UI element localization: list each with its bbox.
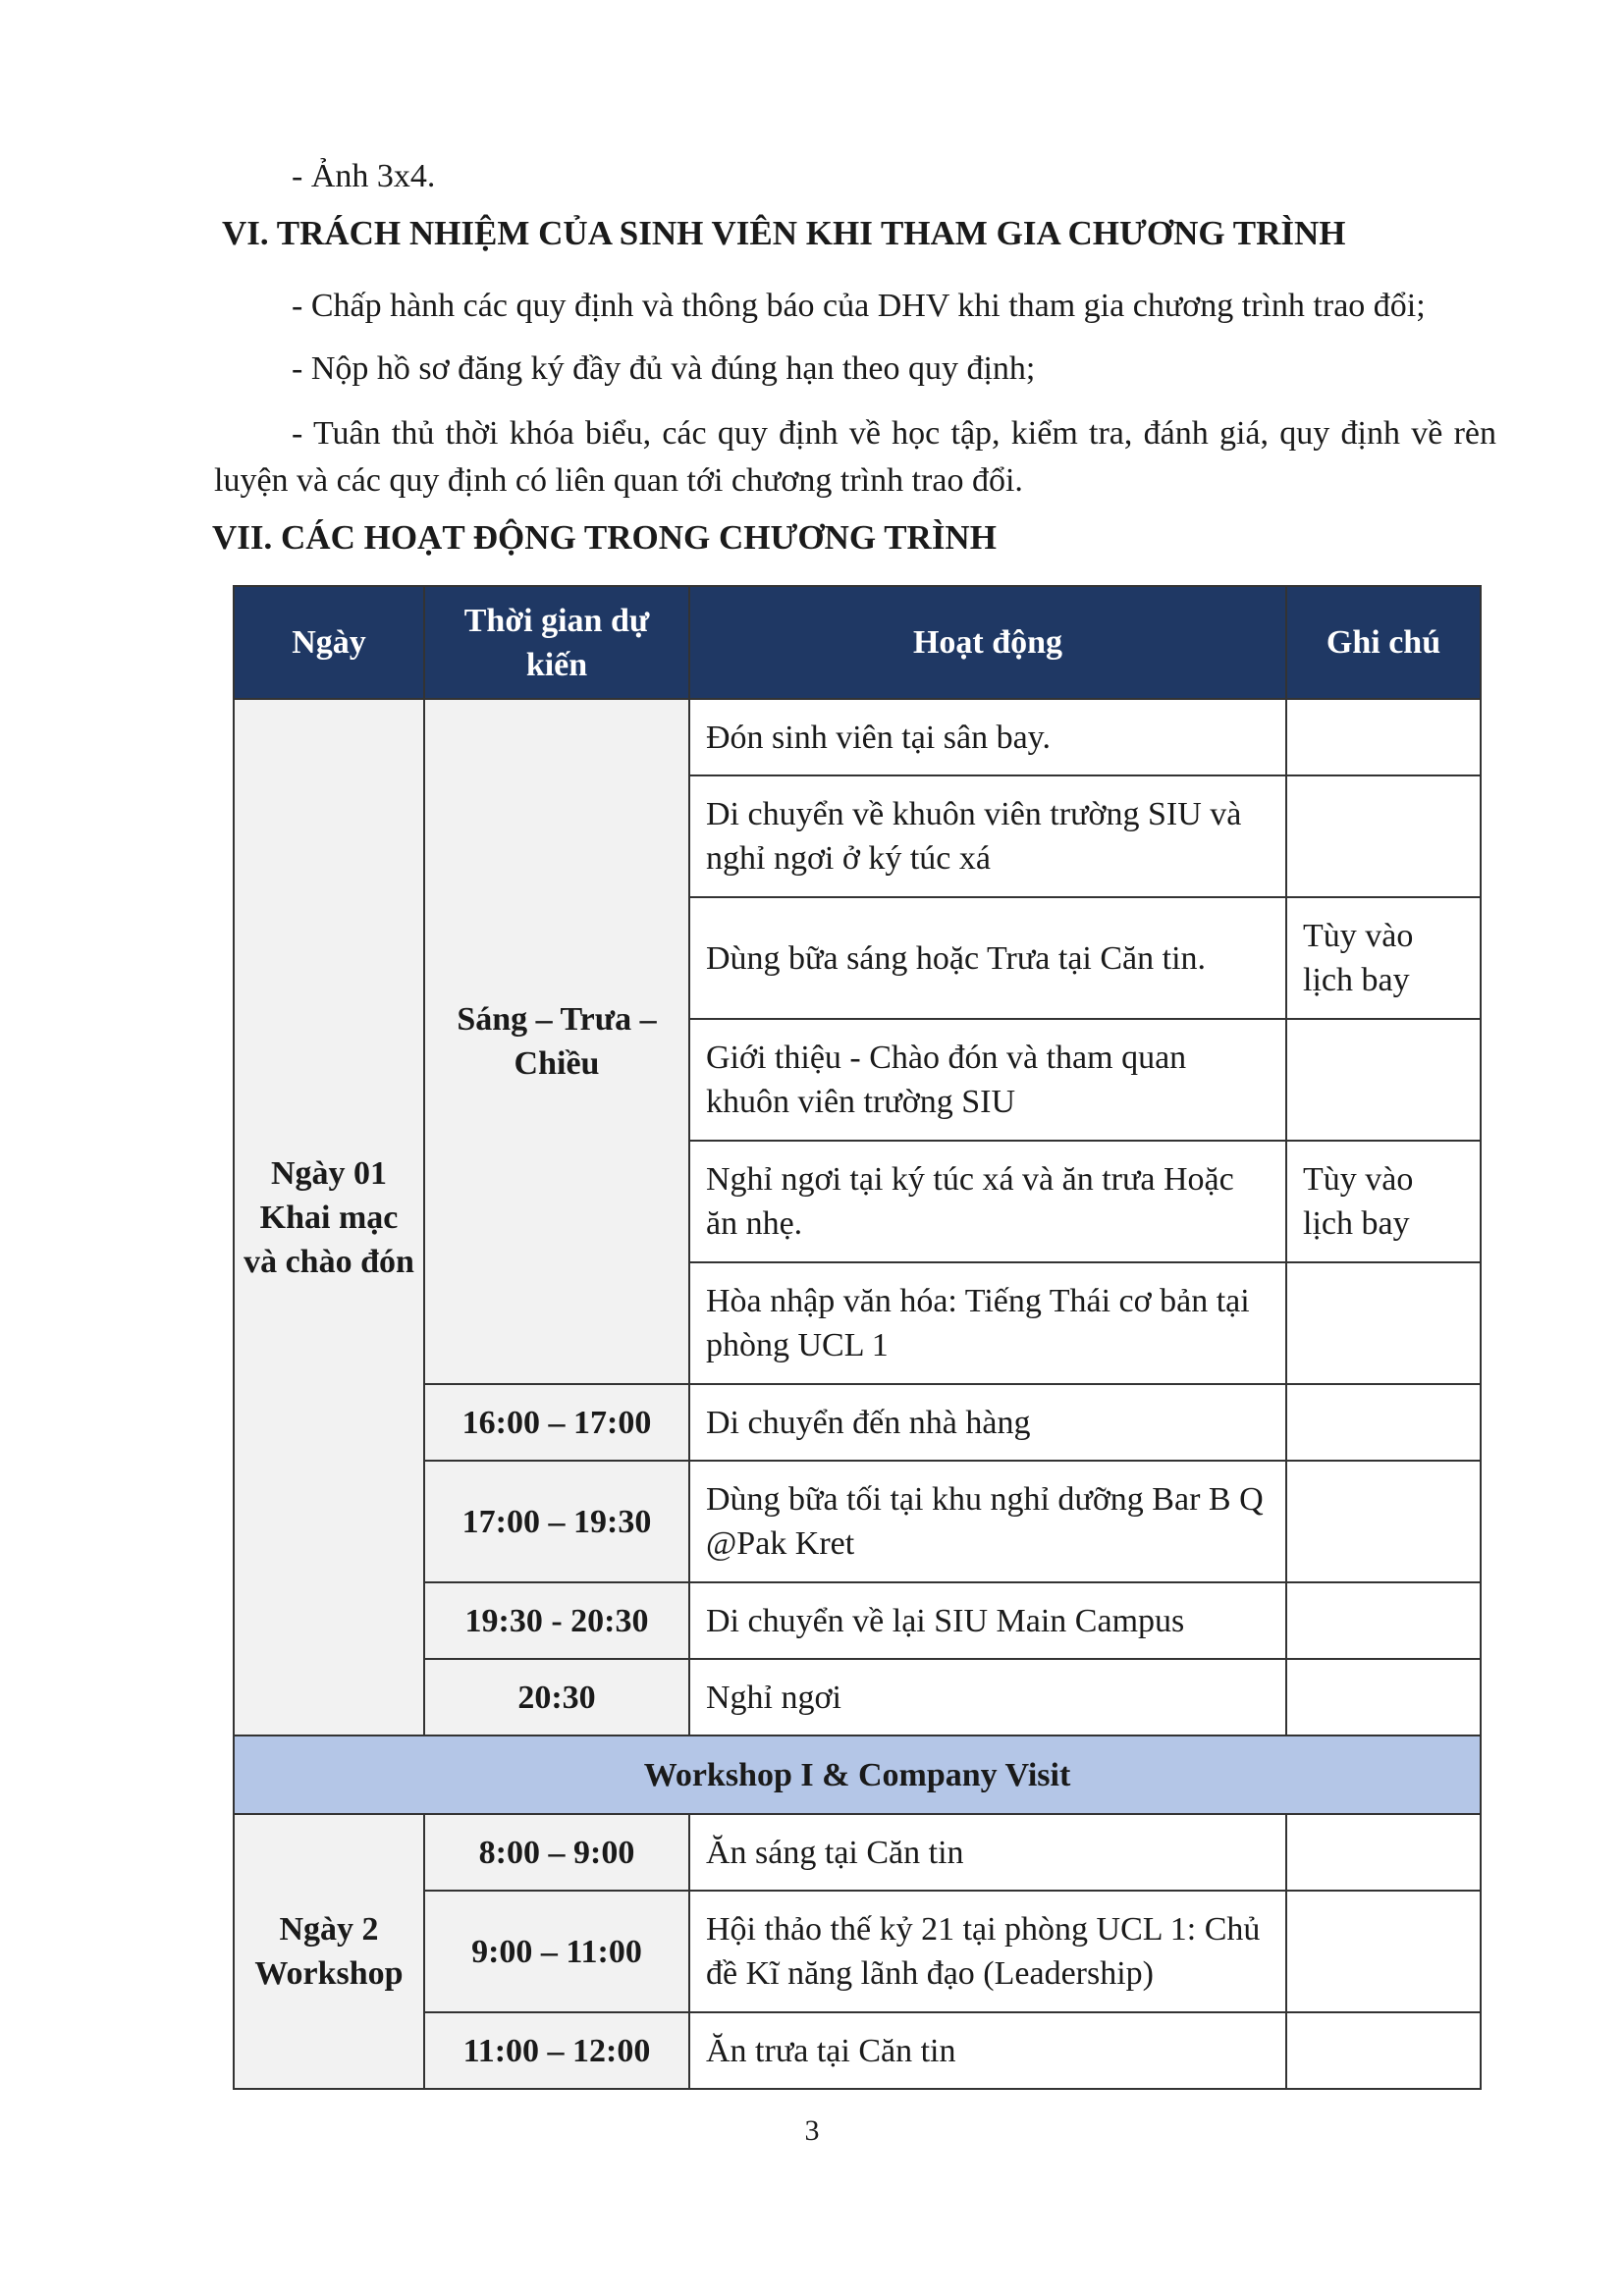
- activity-cell: Giới thiệu - Chào đón và tham quan khuôn viên trường SIU: [689, 1019, 1286, 1141]
- header-activity: Hoạt động: [689, 586, 1286, 699]
- table-row: [234, 1814, 1481, 1891]
- time-cell: 19:30 - 20:30: [424, 1582, 689, 1659]
- activity-cell: Di chuyển về lại SIU Main Campus: [689, 1582, 1286, 1659]
- page-number: 3: [804, 2114, 820, 2147]
- time-cell: Sáng – Trưa – Chiều: [424, 699, 689, 1384]
- activity-cell: Ăn sáng tại Căn tin: [689, 1814, 1286, 1891]
- note-cell: [1286, 775, 1481, 897]
- table-row: [234, 699, 1481, 775]
- section-7-heading: VII. CÁC HOẠT ĐỘNG TRONG CHƯƠNG TRÌNH: [212, 518, 997, 557]
- note-cell: [1286, 1582, 1481, 1659]
- activity-cell: Ăn trưa tại Căn tin: [689, 2012, 1286, 2089]
- header-day: Ngày: [234, 586, 424, 699]
- note-cell: [1286, 1019, 1481, 1141]
- note-cell: [1286, 1891, 1481, 2012]
- activity-cell: Dùng bữa sáng hoặc Trưa tại Căn tin.: [689, 897, 1286, 1019]
- activity-cell: Di chuyển về khuôn viên trường SIU và nghỉ ngơi ở ký túc xá: [689, 775, 1286, 897]
- workshop-section-title: Workshop I & Company Visit: [234, 1735, 1481, 1814]
- section-6-heading: VI. TRÁCH NHIỆM CỦA SINH VIÊN KHI THAM GIA CHƯƠNG TRÌNH: [222, 214, 1346, 252]
- responsibility-item: - Chấp hành các quy định và thông báo của DHV khi tham gia chương trình trao đổi;: [292, 288, 1426, 324]
- time-cell: 9:00 – 11:00: [424, 1891, 689, 2012]
- responsibility-item: - Nộp hồ sơ đăng ký đầy đủ và đúng hạn theo quy định;: [292, 350, 1036, 387]
- note-cell: [1286, 1659, 1481, 1735]
- activity-cell: Hội thảo thế kỷ 21 tại phòng UCL 1: Chủ đề Kĩ năng lãnh đạo (Leadership): [689, 1891, 1286, 2012]
- activity-schedule-table: [233, 585, 1482, 2090]
- activity-cell: Đón sinh viên tại sân bay.: [689, 699, 1286, 775]
- time-cell: 11:00 – 12:00: [424, 2012, 689, 2089]
- activity-cell: Di chuyển đến nhà hàng: [689, 1384, 1286, 1461]
- table-section-row: [234, 1735, 1481, 1814]
- note-cell: Tùy vào lịch bay: [1286, 1141, 1481, 1262]
- note-cell: [1286, 1461, 1481, 1582]
- header-time: Thời gian dự kiến: [424, 586, 689, 699]
- note-cell: [1286, 1814, 1481, 1891]
- activity-cell: Nghỉ ngơi: [689, 1659, 1286, 1735]
- note-cell: [1286, 1262, 1481, 1384]
- time-cell: 8:00 – 9:00: [424, 1814, 689, 1891]
- responsibility-item: - Tuân thủ thời khóa biểu, các quy định về học tập, kiểm tra, đánh giá, quy định về rèn luyện và các quy định có liên quan tới chương trình trao đổi.: [214, 415, 1496, 499]
- time-cell: 20:30: [424, 1659, 689, 1735]
- photo-requirement: - Ảnh 3x4.: [292, 158, 436, 194]
- activity-cell: Nghỉ ngơi tại ký túc xá và ăn trưa Hoặc ăn nhẹ.: [689, 1141, 1286, 1262]
- note-cell: [1286, 2012, 1481, 2089]
- time-cell: 17:00 – 19:30: [424, 1461, 689, 1582]
- day-2-label: Ngày 2 Workshop: [234, 1814, 424, 2089]
- note-cell: Tùy vào lịch bay: [1286, 897, 1481, 1019]
- note-cell: [1286, 1384, 1481, 1461]
- day-1-label: Ngày 01 Khai mạc và chào đón: [234, 699, 424, 1735]
- header-note: Ghi chú: [1286, 586, 1481, 699]
- activity-cell: Hòa nhập văn hóa: Tiếng Thái cơ bản tại phòng UCL 1: [689, 1262, 1286, 1384]
- activity-cell: Dùng bữa tối tại khu nghỉ dưỡng Bar B Q @Pak Kret: [689, 1461, 1286, 1582]
- table-header-row: [234, 586, 1481, 699]
- time-cell: 16:00 – 17:00: [424, 1384, 689, 1461]
- note-cell: [1286, 699, 1481, 775]
